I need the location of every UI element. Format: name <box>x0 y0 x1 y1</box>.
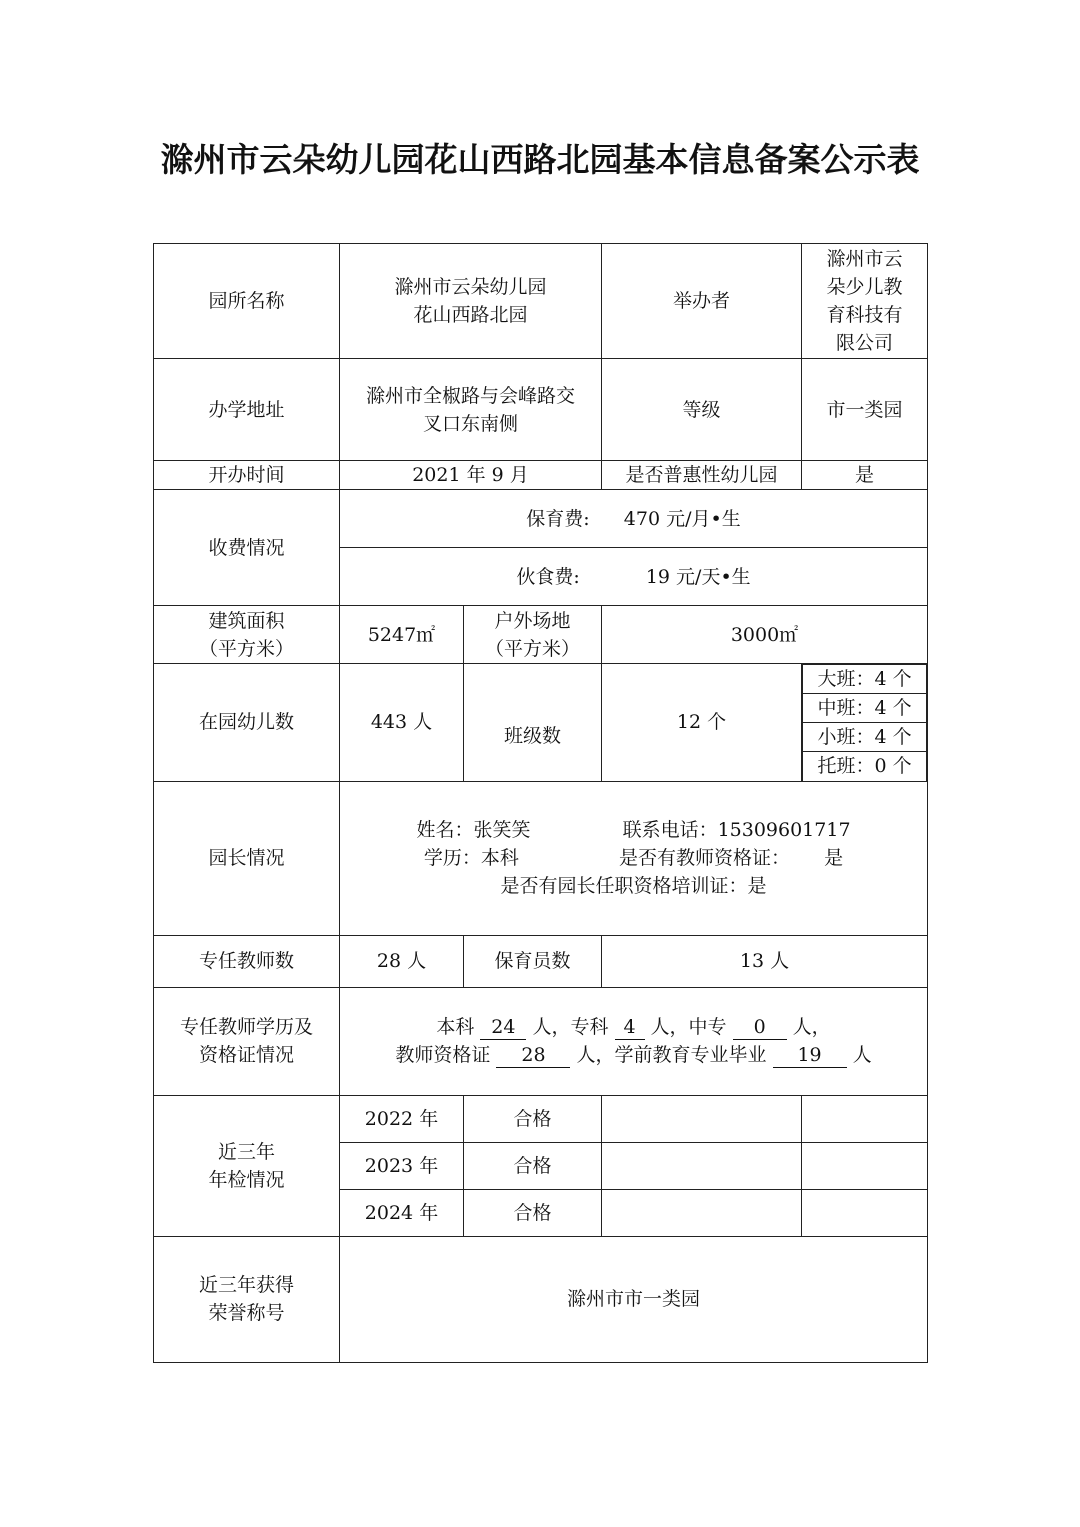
grade-label: 等级 <box>602 359 802 461</box>
inspection-label-1: 近三年 <box>217 1140 275 1163</box>
qual-bachelor-label: 本科 <box>436 1016 475 1038</box>
row-director <box>154 781 928 935</box>
organizer-line-3: 育科技有 <box>826 304 903 326</box>
qual-preschool-value: 19 <box>773 1043 847 1068</box>
qual-info <box>340 987 928 1095</box>
row-teachers <box>154 935 928 987</box>
building-label <box>154 606 340 664</box>
outdoor-value: 3000㎡ <box>602 606 928 664</box>
inclusive-value: 是 <box>802 461 928 490</box>
class-breakdown-table <box>802 664 927 781</box>
caregivers-label: 保育员数 <box>464 935 602 987</box>
children-value: 443 人 <box>340 664 464 782</box>
qual-label-1: 专任教师学历及 <box>179 1016 313 1038</box>
building-label-1: 建筑面积 <box>208 609 285 632</box>
honor-label-2: 荣誉称号 <box>208 1302 285 1324</box>
inspection-blank <box>802 1142 928 1189</box>
building-value: 5247㎡ <box>340 606 464 664</box>
outdoor-label-2: （平方米） <box>485 637 581 660</box>
qual-college-value: 4 <box>615 1015 645 1040</box>
classes-value: 12 个 <box>602 664 802 782</box>
qual-line-1 <box>344 1013 923 1041</box>
inspection-result: 合格 <box>464 1095 602 1142</box>
organizer-value <box>802 244 928 359</box>
address-line-2: 叉口东南侧 <box>423 412 519 435</box>
inspection-result: 合格 <box>464 1189 602 1236</box>
class-big: 大班：4 个 <box>803 665 927 694</box>
inspection-year: 2024 年 <box>340 1189 464 1236</box>
name-label: 园所名称 <box>154 244 340 359</box>
teachers-value: 28 人 <box>340 935 464 987</box>
info-table <box>153 243 928 1363</box>
row-honors <box>154 1236 928 1362</box>
fee-meal <box>340 548 928 606</box>
director-line-2 <box>344 844 923 872</box>
director-phone: 联系电话：15309601717 <box>622 819 851 841</box>
director-cert: 是否有教师资格证： <box>619 847 791 869</box>
fees-label: 收费情况 <box>154 490 340 606</box>
honor-value: 滁州市市一类园 <box>340 1236 928 1362</box>
inspection-blank <box>802 1095 928 1142</box>
classes-label: 班级数 <box>464 664 602 782</box>
inspection-blank <box>602 1142 802 1189</box>
inclusive-label: 是否普惠性幼儿园 <box>602 461 802 490</box>
director-label: 园长情况 <box>154 781 340 935</box>
inspection-year: 2023 年 <box>340 1142 464 1189</box>
qual-college-label: 人，专科 <box>532 1016 609 1038</box>
inspection-label <box>154 1095 340 1236</box>
row-name <box>154 244 928 359</box>
inspection-year: 2022 年 <box>340 1095 464 1142</box>
qual-cert-label: 教师资格证 <box>395 1044 491 1066</box>
organizer-line-1: 滁州市云 <box>826 248 903 270</box>
inspection-label-2: 年检情况 <box>208 1168 285 1191</box>
children-label: 在园幼儿数 <box>154 664 340 782</box>
outdoor-label-1: 户外场地 <box>494 609 571 632</box>
name-line-2: 花山西路北园 <box>413 304 528 326</box>
organizer-line-2: 朵少儿教 <box>826 276 903 298</box>
outdoor-label <box>464 606 602 664</box>
building-label-2: （平方米） <box>198 637 294 660</box>
class-breakdown <box>802 664 928 782</box>
class-middle: 中班：4 个 <box>803 694 927 723</box>
qual-preschool-label: 人，学前教育专业毕业 <box>576 1044 767 1066</box>
open-label: 开办时间 <box>154 461 340 490</box>
fee-care <box>340 490 928 548</box>
organizer-line-4: 限公司 <box>836 332 894 354</box>
inspection-blank <box>602 1095 802 1142</box>
grade-value: 市一类园 <box>802 359 928 461</box>
page-title <box>150 132 930 188</box>
director-line-1 <box>344 816 923 844</box>
teachers-label: 专任教师数 <box>154 935 340 987</box>
organizer-label: 举办者 <box>602 244 802 359</box>
director-cert-value: 是 <box>824 847 844 869</box>
row-fee-care <box>154 490 928 548</box>
fee-care-label: 保育费: <box>526 507 590 530</box>
qual-label <box>154 987 340 1095</box>
title-text: 滁州市云朵幼儿园花山西路北园基本信息备案公示表 <box>160 140 920 179</box>
honor-label <box>154 1236 340 1362</box>
qual-bachelor-value: 24 <box>480 1015 526 1040</box>
fee-care-value: 470 元/月•生 <box>623 507 741 530</box>
open-value: 2021 年 9 月 <box>340 461 602 490</box>
row-inspection-1 <box>154 1095 928 1142</box>
address-line-1: 滁州市全椒路与会峰路交 <box>366 384 576 407</box>
qual-end-1: 人， <box>792 1016 831 1038</box>
row-area <box>154 606 928 664</box>
row-qualifications <box>154 987 928 1095</box>
qual-secondary-label: 人，中专 <box>650 1016 727 1038</box>
class-toddler: 托班：0 个 <box>803 752 927 781</box>
director-info <box>340 781 928 935</box>
name-line-1: 滁州市云朵幼儿园 <box>394 276 547 298</box>
qual-end-2: 人 <box>852 1044 872 1066</box>
honor-label-1: 近三年获得 <box>198 1274 294 1296</box>
qual-line-2 <box>344 1041 923 1069</box>
fee-meal-value: 19 元/天•生 <box>645 565 751 588</box>
inspection-blank <box>802 1189 928 1236</box>
inspection-blank <box>602 1189 802 1236</box>
row-open <box>154 461 928 490</box>
caregivers-value: 13 人 <box>602 935 928 987</box>
row-children <box>154 664 928 782</box>
qual-label-2: 资格证情况 <box>198 1044 294 1066</box>
address-label: 办学地址 <box>154 359 340 461</box>
class-small: 小班：4 个 <box>803 723 927 752</box>
director-line-3: 是否有园长任职资格培训证：是 <box>500 875 767 897</box>
director-edu: 学历：本科 <box>423 847 519 869</box>
director-name: 姓名：张笑笑 <box>416 819 531 841</box>
row-address <box>154 359 928 461</box>
fee-meal-label: 伙食费: <box>516 565 580 588</box>
name-value <box>340 244 602 359</box>
qual-cert-value: 28 <box>496 1043 570 1068</box>
qual-secondary-value: 0 <box>733 1015 787 1040</box>
address-value <box>340 359 602 461</box>
inspection-result: 合格 <box>464 1142 602 1189</box>
